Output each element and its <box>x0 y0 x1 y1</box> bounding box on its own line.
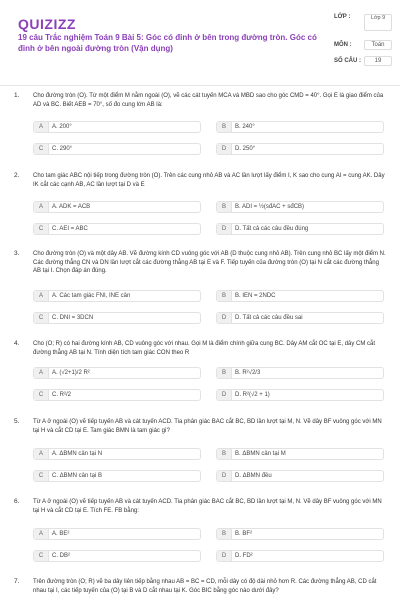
option-letter: B <box>217 291 232 301</box>
question-number: 3. <box>14 250 20 257</box>
option-c[interactable] <box>33 143 201 155</box>
question-number: 6. <box>14 498 20 505</box>
option-text: D. Tất cả các câu đều sai <box>235 315 303 321</box>
option-letter: D <box>217 313 232 323</box>
option-b[interactable] <box>216 201 384 213</box>
option-d[interactable] <box>216 550 384 562</box>
option-a[interactable] <box>33 290 201 302</box>
option-text: A. BE² <box>52 531 70 537</box>
option-d[interactable] <box>216 389 384 401</box>
option-c[interactable] <box>33 550 201 562</box>
question-number: 1. <box>14 92 20 99</box>
option-a[interactable] <box>33 448 201 460</box>
question-4 <box>0 340 400 414</box>
question-1 <box>0 92 400 164</box>
option-c[interactable] <box>33 223 201 235</box>
question-text: Cho tam giác ABC nội tiếp trong đường tròn (O). Trên các cung nhỏ AB và AC lần lượt lấy điểm I, K sao cho cung AI = cung AK. Dây IK cắt các cạnh AB, AC lần lượt tại D và E <box>33 173 385 188</box>
option-letter: C <box>34 551 49 561</box>
option-text: A. Các tam giác FNI, INE cân <box>52 293 131 299</box>
option-letter: A <box>34 291 49 301</box>
quizizz-logo: QUIZIZZ <box>18 16 76 32</box>
mon-value: Toán <box>364 40 392 50</box>
option-d[interactable] <box>216 312 384 324</box>
option-letter: B <box>217 122 232 132</box>
option-text: B. ΔBMN cân tại M <box>235 451 286 457</box>
option-text: C. DNI = 3DCN <box>52 315 94 321</box>
question-2 <box>0 172 400 244</box>
option-letter: C <box>34 390 49 400</box>
option-b[interactable] <box>216 448 384 460</box>
option-c[interactable] <box>33 312 201 324</box>
option-letter: C <box>34 224 49 234</box>
option-b[interactable] <box>216 367 384 379</box>
question-number: 5. <box>14 418 20 425</box>
option-text: C. AEI = ABC <box>52 226 88 232</box>
option-letter: D <box>217 551 232 561</box>
option-text: C. R²/2 <box>52 392 72 398</box>
lop-label: LỚP : <box>334 14 351 20</box>
option-b[interactable] <box>216 528 384 540</box>
question-7 <box>0 578 400 600</box>
option-letter: D <box>217 390 232 400</box>
option-text: D. 250° <box>235 146 256 152</box>
option-text: D. R²(√2 + 1) <box>235 392 270 398</box>
option-letter: D <box>217 144 232 154</box>
option-letter: A <box>34 529 49 539</box>
option-letter: A <box>34 122 49 132</box>
option-d[interactable] <box>216 143 384 155</box>
option-text: B. BF² <box>235 531 253 537</box>
option-letter: A <box>34 368 49 378</box>
option-text: C. 290° <box>52 146 73 152</box>
page-title: 19 câu Trắc nghiệm Toán 9 Bài 5: Góc có đỉnh ở bên trong đường tròn. Góc có đỉnh ở bên ngoài đường tròn (Vận dụng) <box>18 33 317 53</box>
option-text: C. ΔBMN cân tại B <box>52 473 103 479</box>
question-text: Cho đường tròn (O). Từ một điểm M nằm ngoài (O), vẽ các cát tuyến MCA và MBD sao cho góc CMD = 40°. Gọi E là giao điểm của AD và BC. Biết AEB = 70°, số đo cung lớn AB là: <box>33 93 384 108</box>
option-text: A. ADK = ACB <box>52 204 91 210</box>
option-text: D. FD² <box>235 553 253 559</box>
option-d[interactable] <box>216 470 384 482</box>
option-letter: D <box>217 471 232 481</box>
option-letter: C <box>34 471 49 481</box>
option-a[interactable] <box>33 367 201 379</box>
so-cau-label: SỐ CÂU : <box>334 58 361 64</box>
option-letter: B <box>217 449 232 459</box>
option-text: B. 240° <box>235 124 255 130</box>
option-c[interactable] <box>33 470 201 482</box>
option-b[interactable] <box>216 290 384 302</box>
question-3 <box>0 250 400 332</box>
option-a[interactable] <box>33 528 201 540</box>
option-text: B. R²√2/3 <box>235 370 261 376</box>
option-text: A. (√2+1)/2 R² <box>52 370 90 376</box>
question-text: Cho (O; R) có hai đường kính AB, CD vuông góc với nhau. Gọi M là điểm chính giữa cung BC. Dây AM cắt OC tại E, dây CM cắt đường thẳng AB tại N. Tính diện tích tam giác CON theo R <box>33 341 376 356</box>
option-c[interactable] <box>33 389 201 401</box>
option-letter: A <box>34 202 49 212</box>
option-text: D. Tất cả các câu đều đúng <box>235 226 309 232</box>
question-number: 4. <box>14 340 20 347</box>
option-letter: A <box>34 449 49 459</box>
question-number: 2. <box>14 172 20 179</box>
option-d[interactable] <box>216 223 384 235</box>
option-letter: C <box>34 313 49 323</box>
option-text: D. ΔBMN đều <box>235 473 272 479</box>
question-number: 7. <box>14 578 20 585</box>
option-letter: D <box>217 224 232 234</box>
header-divider <box>0 85 400 86</box>
question-text: Từ A ở ngoài (O) vẽ tiếp tuyến AB và cát tuyến ACD. Tia phân giác BAC cắt BC, BD lần lượt tại M, N. Vẽ dây BF vuông góc với MN tại H và cắt CD tại E. Tích FE. FB bằng: <box>33 499 382 514</box>
option-letter: B <box>217 529 232 539</box>
option-text: B. ADI = ½(sđAC + sđCB) <box>235 204 305 210</box>
option-b[interactable] <box>216 121 384 133</box>
option-a[interactable] <box>33 201 201 213</box>
lop-value: Lớp 9 <box>364 14 392 31</box>
question-text: Từ A ở ngoài (O) vẽ tiếp tuyến AB và cát tuyến ACD. Tia phân giác BAC cắt BC, BD lần lượt tại M, N. Vẽ dây BF vuông góc với MN tại H và cắt CD tại E. Tam giác BMN là tam giác gì? <box>33 419 382 434</box>
option-a[interactable] <box>33 121 201 133</box>
option-text: A. ΔBMN cân tại N <box>52 451 103 457</box>
mon-label: MÔN : <box>334 42 352 48</box>
option-letter: B <box>217 368 232 378</box>
question-5 <box>0 418 400 490</box>
option-text: C. DB² <box>52 553 70 559</box>
option-text: A. 200° <box>52 124 72 130</box>
option-letter: C <box>34 144 49 154</box>
option-text: B. IEN = 2NDC <box>235 293 276 299</box>
option-letter: B <box>217 202 232 212</box>
question-text: Cho đường tròn (O) và một dây AB. Vẽ đường kính CD vuông góc với AB (D thuộc cung nhỏ AB). Trên cung nhỏ BC lấy một điểm N. Các đường thẳng CN và DN lần lượt cắt các đường thẳng AB tại E và F. Tiếp tuyến của đường tròn (O) tại N cắt các đường thẳng AB tại I. Chọn đáp án đúng. <box>33 251 386 274</box>
so-cau-value: 19 <box>364 56 392 66</box>
question-6 <box>0 498 400 570</box>
question-text: Trên đường tròn (O; R) vẽ ba dây liên tiếp bằng nhau AB = BC = CD, mỗi dây có độ dài nhỏ hơn R. Các đường thẳng AB, CD cắt nhau tại I, các tiếp tuyến của (O) tại B và D cắt nhau tại K. Góc BIC bằng góc nào dưới đây? <box>33 579 377 594</box>
worksheet-header <box>0 0 400 84</box>
